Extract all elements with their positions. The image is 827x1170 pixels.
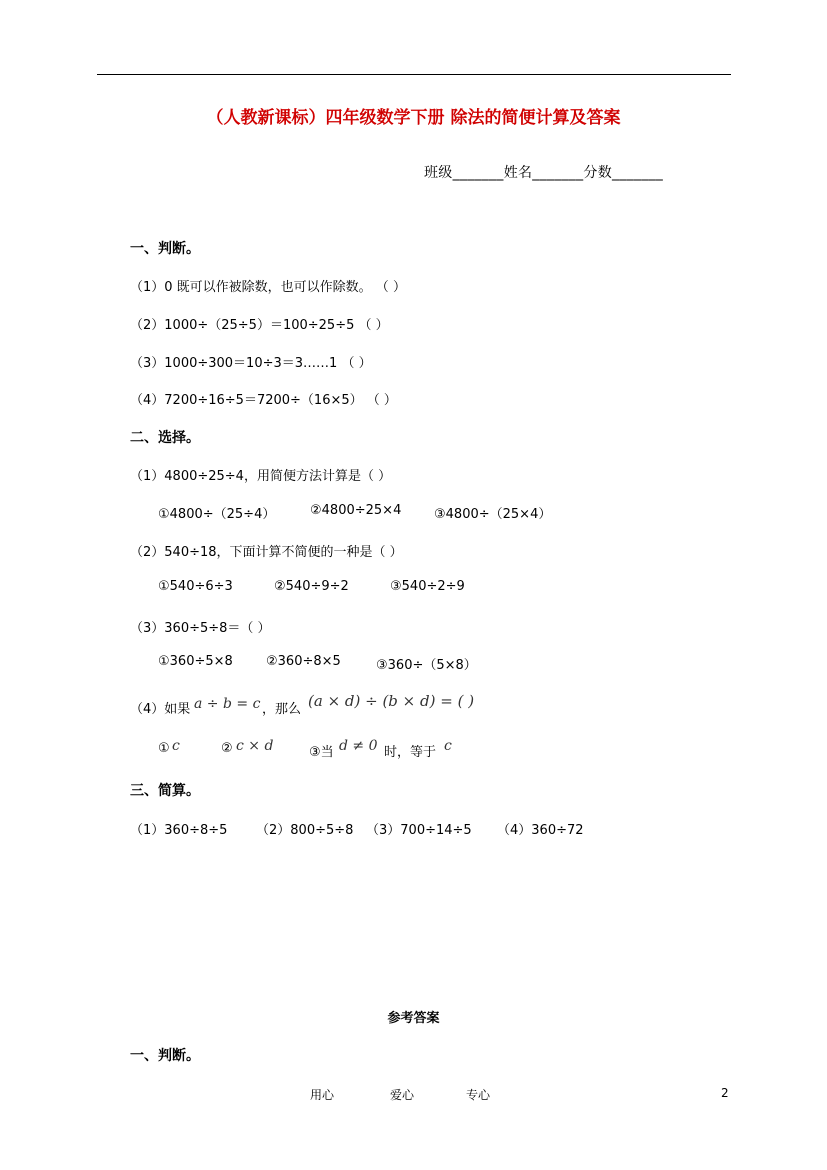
page-number: 2 (721, 1086, 729, 1100)
document-title: （人教新课标）四年级数学下册 除法的简便计算及答案 (206, 108, 621, 128)
simplify-item-2: （2）800÷5÷8 (256, 823, 354, 838)
footer-word-1: 用心 (310, 1088, 335, 1102)
choice-q1-option-3: ③4800÷（25×4） (434, 507, 552, 522)
choice-q4-formula-given: a ÷ b = c (194, 696, 261, 712)
choice-q4-option-1-number: ① (158, 741, 170, 756)
choice-q4-option-3-text: 时，等于 (384, 745, 437, 760)
header-rule (97, 74, 731, 75)
footer-word-3: 专心 (466, 1088, 491, 1102)
simplify-item-1: （1）360÷8÷5 (130, 823, 228, 838)
judge-item-1: （1）0 既可以作被除数，也可以作除数。 （ ） (130, 280, 406, 295)
choice-q1-option-2: ②4800÷25×4 (310, 503, 402, 518)
choice-q1-option-1: ①4800÷（25÷4） (158, 507, 276, 522)
choice-q4-option-1-math: c (172, 738, 180, 754)
choice-q2-stem: （2）540÷18，下面计算不简便的一种是（ ） (130, 545, 403, 560)
footer-word-2: 爱心 (390, 1088, 415, 1102)
judge-item-2: （2）1000÷（25÷5）＝100÷25÷5 （ ） (130, 318, 389, 333)
choice-q4-option-3-condition: d ≠ 0 (339, 738, 378, 754)
choice-q4-option-3-prefix: ③当 (309, 745, 334, 760)
section1-heading: 一、判断。 (130, 241, 200, 257)
simplify-item-4: （4）360÷72 (497, 823, 584, 838)
simplify-item-3: （3）700÷14÷5 (366, 823, 472, 838)
choice-q1-stem: （1）4800÷25÷4，用简便方法计算是（ ） (130, 469, 392, 484)
section2-heading: 二、选择。 (130, 430, 200, 446)
choice-q4-middle-text: ，那么 (262, 702, 302, 717)
section3-heading: 三、简算。 (130, 783, 200, 799)
choice-q4-option-3-math: c (444, 738, 452, 754)
choice-q3-stem: （3）360÷5÷8＝（ ） (130, 621, 271, 636)
choice-q4-prefix: （4）如果 (130, 702, 191, 717)
choice-q3-option-2: ②360÷8×5 (266, 654, 341, 669)
judge-item-3: （3）1000÷300＝10÷3＝3……1 （ ） (130, 356, 372, 371)
choice-q3-option-3: ③360÷（5×8） (376, 658, 477, 673)
choice-q4-option-2-math: c × d (236, 738, 274, 754)
choice-q2-option-2: ②540÷9÷2 (274, 579, 349, 594)
choice-q4-formula-question: (a × d) ÷ (b × d) = ( ) (308, 692, 475, 710)
choice-q3-option-1: ①360÷5×8 (158, 654, 233, 669)
choice-q2-option-3: ③540÷2÷9 (390, 579, 465, 594)
class-name-score-line: 班级_______姓名_______分数_______ (424, 165, 664, 181)
choice-q2-option-1: ①540÷6÷3 (158, 579, 233, 594)
judge-item-4: （4）7200÷16÷5＝7200÷（16×5） （ ） (130, 393, 397, 408)
answers-section1-heading: 一、判断。 (130, 1048, 200, 1064)
choice-q4-option-2-number: ② (221, 741, 233, 756)
answers-title: 参考答案 (387, 1011, 440, 1026)
